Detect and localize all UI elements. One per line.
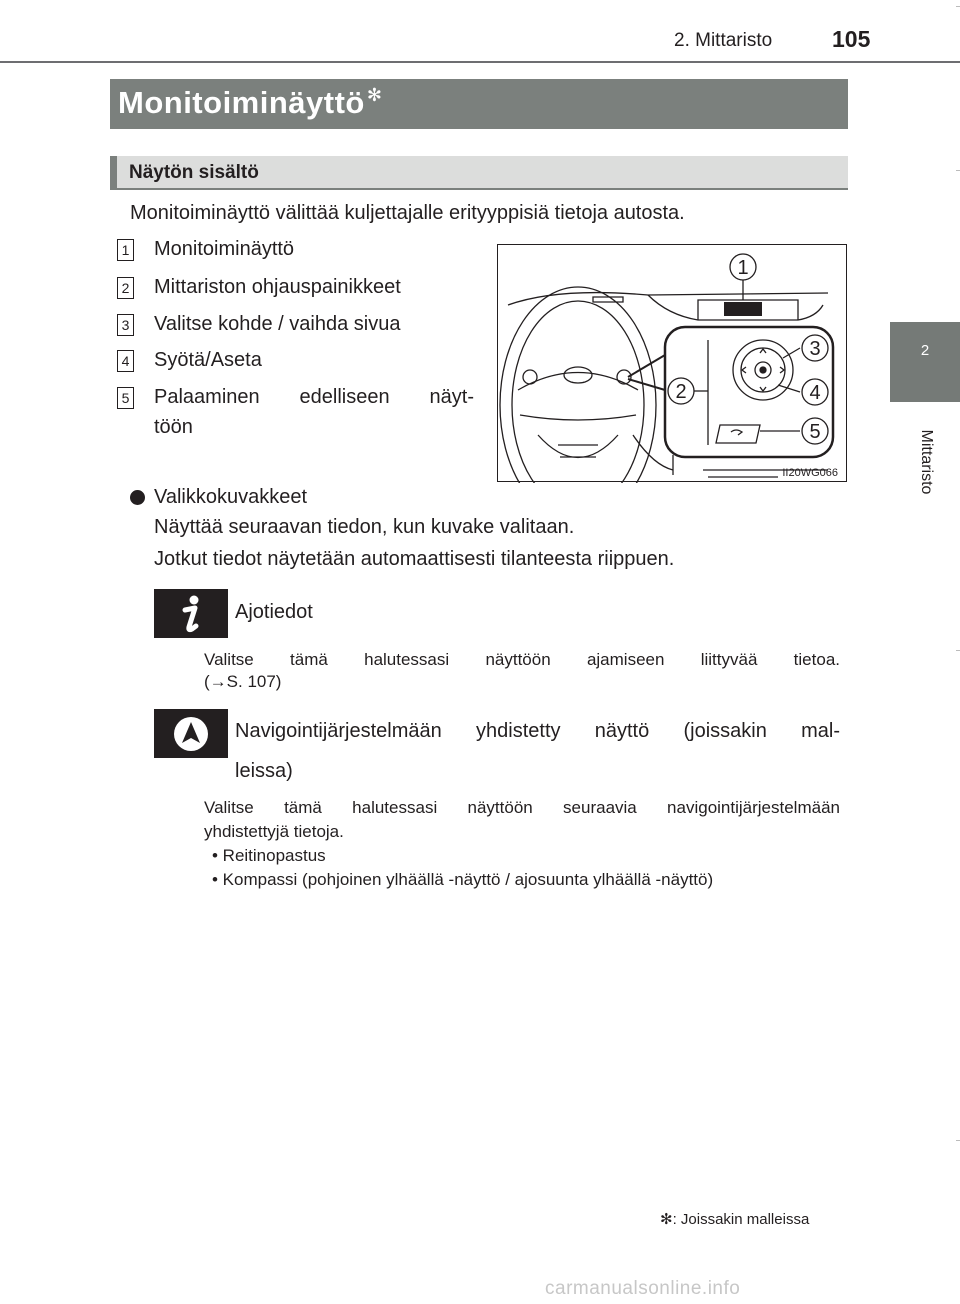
info-description: Valitse tämä halutessasi näyttöön ajamiseen liittyvää tietoa. (204, 650, 840, 669)
section-title-text: Monitoiminäyttö (118, 85, 365, 120)
navigation-list-item-2: • Kompassi (pohjoinen ylhäällä -näyttö / ajosuunta ylhäällä -näyttö) (212, 870, 714, 889)
navigation-description: Valitse tämä halutessasi näyttöön seuraavia navigointijärjestelmään (204, 798, 840, 817)
list-number-4: 4 (117, 350, 134, 372)
callout-3: 3 (809, 338, 821, 360)
bullet-text-line-1: Näyttää seuraavan tiedon, kun kuvake valitaan. (154, 516, 575, 538)
list-number-1: 1 (117, 239, 134, 261)
illustration-code: II20WG066 (782, 467, 838, 479)
navigation-description-cont: yhdistettyjä tietoja. (204, 822, 344, 841)
callout-5: 5 (809, 421, 821, 443)
watermark: carmanualsonline.info (545, 1278, 741, 1299)
list-number-5: 5 (117, 387, 134, 409)
list-item-label-1: Monitoiminäyttö (154, 238, 295, 260)
bullet-heading: Valikkokuvakkeet (154, 486, 308, 508)
navigation-list-item-1: • Reitinopastus (212, 846, 326, 865)
navigation-icon-label-cont: leissa) (235, 760, 293, 782)
subheading: Näytön sisältö (129, 162, 259, 183)
navigation-icon (154, 709, 228, 758)
header-rule (0, 61, 960, 63)
list-number-3: 3 (117, 314, 134, 336)
list-item-label-3: Valitse kohde / vaihda sivua (154, 313, 401, 335)
navigation-icon-label: Navigointijärjestelmään yhdistetty näyttö (joissakin mal- (235, 720, 840, 742)
list-item-label-5: Palaaminen edelliseen näyt- (154, 386, 474, 408)
info-icon-label: Ajotiedot (235, 601, 313, 623)
bullet-dot-icon (130, 490, 145, 505)
chapter-tab-number: 2 (920, 342, 930, 359)
footnote: ✻: Joissakin malleissa (660, 1211, 810, 1228)
crop-mark (956, 1140, 960, 1141)
list-item-label-5-cont: töön (154, 416, 193, 438)
list-item-label-4: Syötä/Aseta (154, 349, 262, 371)
section-title (118, 85, 382, 121)
steering-wheel-illustration (497, 244, 847, 482)
intro-paragraph: Monitoiminäyttö välittää kuljettajalle erityyppisiä tietoja autosta. (130, 202, 685, 224)
subheading-bar (110, 156, 848, 190)
crop-mark (956, 650, 960, 651)
chapter-tab[interactable] (890, 322, 960, 402)
list-item-label-2: Mittariston ohjauspainikkeet (154, 276, 401, 298)
bullet-text-line-2: Jotkut tiedot näytetään automaattisesti tilanteesta riippuen. (154, 548, 675, 570)
page-number: 105 (832, 26, 871, 52)
info-page-reference[interactable]: (→S. 107) (204, 672, 282, 691)
crop-mark (956, 170, 960, 171)
asterisk-mark: ✻ (366, 85, 383, 105)
callout-1: 1 (737, 257, 749, 279)
callout-2: 2 (675, 381, 687, 403)
crop-mark (956, 6, 960, 7)
callout-4: 4 (809, 382, 821, 404)
section-title-banner (110, 79, 848, 129)
list-number-2: 2 (117, 277, 134, 299)
steering-wheel-drawing (498, 245, 848, 483)
info-icon (154, 589, 228, 638)
running-header-section: 2. Mittaristo (674, 30, 773, 51)
chapter-tab-label: Mittaristo (918, 429, 935, 495)
